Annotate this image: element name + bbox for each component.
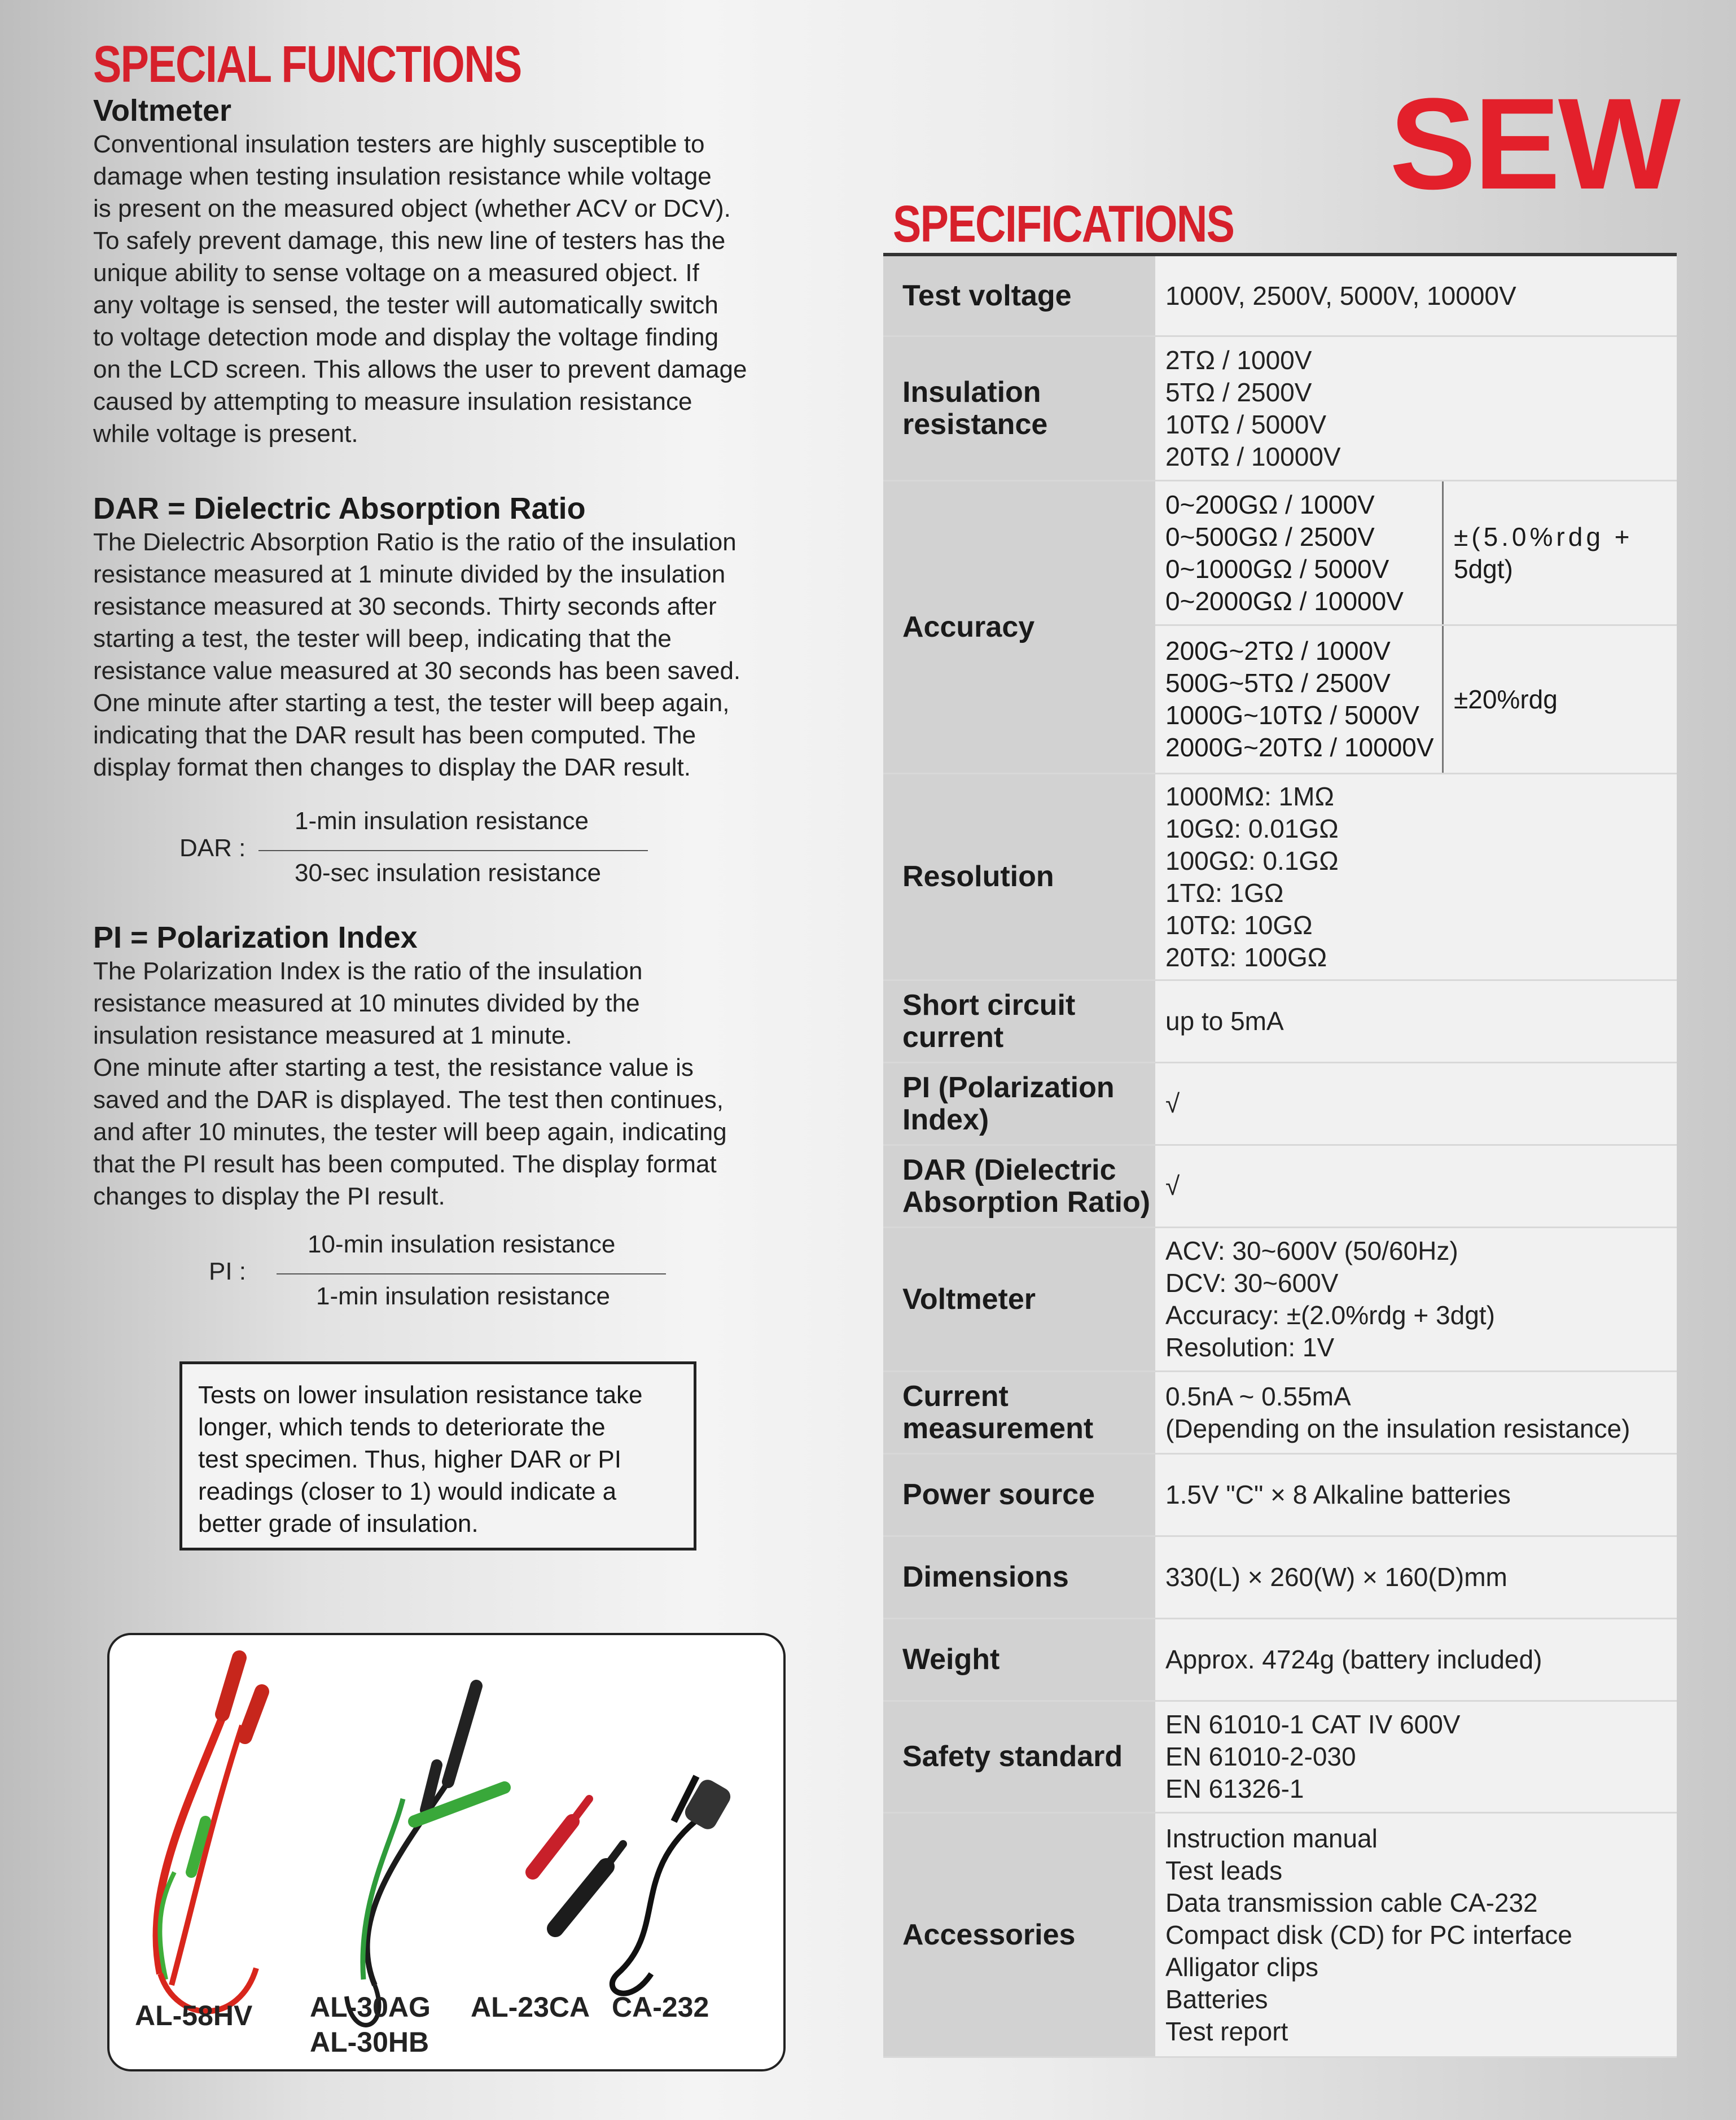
spec-value: up to 5mA (1155, 981, 1677, 1062)
spec-key: Weight (883, 1619, 1155, 1700)
spec-key: Test voltage (883, 256, 1155, 335)
dar-formula-denominator: 30-sec insulation resistance (295, 859, 601, 887)
spec-key: Voltmeter (883, 1228, 1155, 1370)
dar-section (93, 491, 821, 783)
spec-key: Accuracy (883, 481, 1155, 773)
spec-row-safety-standard (883, 1702, 1677, 1814)
red-test-lead-icon (157, 1658, 262, 2011)
spec-key: Resolution (883, 774, 1155, 979)
accuracy-subrow-high (1155, 626, 1677, 773)
pi-formula-denominator: 1-min insulation resistance (316, 1282, 610, 1310)
dar-formula (179, 803, 648, 893)
accessory-label-al30hb: AL-30HB (310, 2026, 429, 2058)
dar-heading: DAR = Dielectric Absorption Ratio (93, 492, 586, 525)
note-box: Tests on lower insulation resistance take longer, which tends to deteriorate the test specimen. Thus, higher DAR or PI readings (closer to 1) would indicate a better grade of insulation. (179, 1361, 696, 1550)
spec-key: Safety standard (883, 1702, 1155, 1812)
spec-row-voltmeter (883, 1228, 1677, 1372)
dar-formula-label: DAR : (179, 834, 246, 862)
spec-key: Dimensions (883, 1537, 1155, 1618)
voltmeter-heading: Voltmeter (93, 94, 232, 128)
spec-value: ACV: 30~600V (50/60Hz) DCV: 30~600V Accuracy: ±(2.0%rdg + 3dgt) Resolution: 1V (1155, 1228, 1677, 1370)
checkmark-icon: √ (1155, 1063, 1677, 1144)
accessory-label-al30ag: AL-30AG (310, 1991, 431, 2023)
spec-row-accessories (883, 1814, 1677, 2058)
accuracy-ranges: 200G~2TΩ / 1000V 500G~5TΩ / 2500V 1000G~10TΩ / 5000V 2000G~20TΩ / 10000V (1165, 636, 1434, 762)
spec-value: Approx. 4724g (battery included) (1155, 1619, 1677, 1700)
spec-key: Insulation resistance (883, 337, 1155, 480)
spec-row-weight (883, 1619, 1677, 1702)
pi-formula-numerator: 10-min insulation resistance (308, 1230, 616, 1258)
accessory-label-al58hv: AL-58HV (135, 2000, 253, 2031)
spec-value: 0.5nA ~ 0.55mA (Depending on the insulation resistance) (1155, 1372, 1677, 1453)
black-green-leads-icon (347, 1686, 505, 2025)
spec-row-dar (883, 1146, 1677, 1228)
pi-formula-label: PI : (209, 1258, 247, 1285)
checkmark-icon: √ (1155, 1146, 1677, 1227)
spec-key: PI (Polarization Index) (883, 1063, 1155, 1144)
accuracy-tolerance: ±20%rdg (1442, 626, 1677, 773)
spec-row-pi (883, 1063, 1677, 1146)
spec-row-test-voltage (883, 256, 1677, 337)
fraction-bar (258, 850, 648, 851)
special-functions-title: SPECIAL FUNCTIONS (93, 36, 521, 93)
pi-heading: PI = Polarization Index (93, 921, 418, 954)
spec-value: Instruction manual Test leads Data transmission cable CA-232 Compact disk (CD) for PC interface Alligator clips Batteries Test report (1155, 1814, 1677, 2056)
usb-cable-icon (612, 1776, 734, 1994)
spec-value: EN 61010-1 CAT IV 600V EN 61010-2-030 EN 61326-1 (1155, 1702, 1677, 1812)
accessories-photo-panel (107, 1633, 786, 2071)
spec-value: 2TΩ / 1000V 5TΩ / 2500V 10TΩ / 5000V 20TΩ / 10000V (1155, 337, 1677, 480)
sew-logo: SEW (1389, 71, 1678, 216)
voltmeter-section (93, 93, 821, 450)
spec-key: Current measurement (883, 1372, 1155, 1453)
spec-row-insulation-resistance (883, 337, 1677, 481)
spec-key: DAR (Dielectric Absorption Ratio) (883, 1146, 1155, 1227)
spec-value: 1.5V "C" × 8 Alkaline batteries (1155, 1455, 1677, 1535)
spec-key: Short circuit current (883, 981, 1155, 1062)
spec-row-power-source (883, 1455, 1677, 1537)
pi-text: The Polarization Index is the ratio of the insulation resistance measured at 10 minutes divided by the insulation resistance measured at 1 minute. One minute after starting a test, the resistance value is saved and the DAR is displayed. The test then continues, and after 10 minutes, the tester will beep again, indicating that the PI result has been computed. The display format changes to display the PI result. (93, 957, 727, 1210)
spec-row-short-circuit-current (883, 981, 1677, 1063)
alligator-clip-icon (533, 1799, 623, 1929)
spec-key: Accessories (883, 1814, 1155, 2056)
accuracy-ranges: 0~200GΩ / 1000V 0~500GΩ / 2500V 0~1000GΩ / 5000V 0~2000GΩ / 10000V (1165, 489, 1404, 616)
spec-row-dimensions (883, 1537, 1677, 1619)
accuracy-subrow-low (1155, 481, 1677, 626)
dar-text: The Dielectric Absorption Ratio is the ratio of the insulation resistance measured at 1 minute divided by the insulation resistance measured at 30 seconds. Thirty seconds after starting a test, the tester will beep, indicating that the resistance value measured at 30 seconds has been saved. One minute after starting a test, the tester will beep again, indicating that the DAR result has been computed. The display format then changes to display the DAR result. (93, 528, 741, 781)
spec-row-current-measurement (883, 1372, 1677, 1455)
spec-row-accuracy (883, 481, 1677, 774)
spec-key: Power source (883, 1455, 1155, 1535)
dar-formula-numerator: 1-min insulation resistance (295, 807, 589, 835)
accuracy-tolerance: ±(5.0%rdg + 5dgt) (1442, 481, 1677, 624)
specifications-title: SPECIFICATIONS (893, 195, 1234, 253)
spec-value: 330(L) × 260(W) × 160(D)mm (1155, 1537, 1677, 1618)
accessory-label-ca232: CA-232 (612, 1991, 709, 2023)
spec-row-resolution (883, 774, 1677, 981)
spec-value: 1000V, 2500V, 5000V, 10000V (1155, 256, 1677, 335)
spec-value: 1000MΩ: 1MΩ 10GΩ: 0.01GΩ 100GΩ: 0.1GΩ 1TΩ: 1GΩ 10TΩ: 10GΩ 20TΩ: 100GΩ (1155, 774, 1677, 979)
voltmeter-text: Conventional insulation testers are highly susceptible to damage when testing insulation resistance while voltage is present on the measured object (whether ACV or DCV). To safely prevent damage, this new line of testers has the unique ability to sense voltage on a measured object. If any voltage is sensed, the tester will automatically switch to voltage detection mode and display the voltage finding on the LCD screen. This allows the user to prevent damage caused by attempting to measure insulation resistance while voltage is present. (93, 130, 747, 448)
pi-section (93, 920, 821, 1212)
accessory-label-al23ca: AL-23CA (471, 1991, 590, 2023)
pi-formula (209, 1226, 672, 1316)
fraction-bar (277, 1273, 666, 1274)
